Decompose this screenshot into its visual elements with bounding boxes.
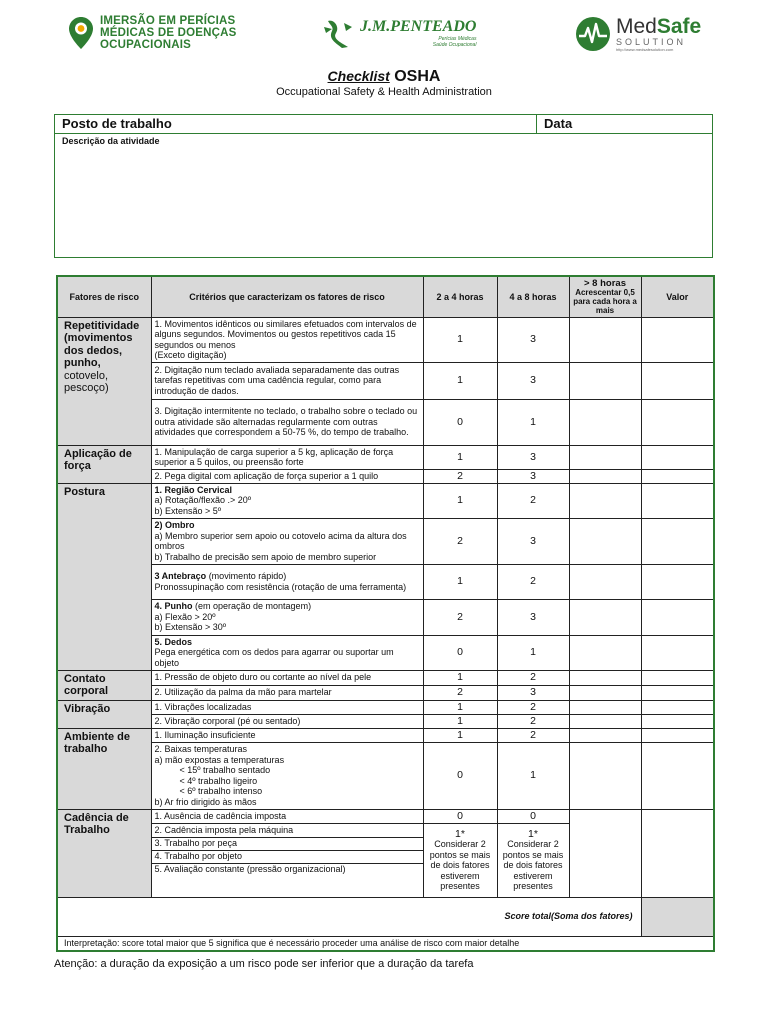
title-osha: OSHA <box>394 68 441 85</box>
criterion-text: 1. Pressão de objeto duro ou cortante ao nível da pele <box>151 670 423 685</box>
score-8h-cell[interactable] <box>569 742 641 809</box>
score-2a4[interactable]: 2 <box>423 469 497 483</box>
criterion-text: 2. Vibração corporal (pé ou sentado) <box>151 714 423 728</box>
score-2a4[interactable]: 0 <box>423 742 497 809</box>
score-4a8[interactable]: 2 <box>497 700 569 714</box>
factor-postura: Postura <box>57 483 151 670</box>
valor-cell[interactable] <box>641 742 714 809</box>
score-8h-cell[interactable] <box>569 445 641 469</box>
valor-cell[interactable] <box>641 728 714 742</box>
score-8h-cell[interactable] <box>569 599 641 635</box>
criterion-text: 2. Cadência imposta pela máquina <box>151 823 423 837</box>
table-header-row <box>57 276 714 317</box>
logo-right-url: http://www.medsafesolution.com <box>616 46 674 52</box>
score-8h-cell[interactable] <box>569 809 641 897</box>
score-2a4[interactable]: 1 <box>423 714 497 728</box>
logo-penteado <box>322 17 476 49</box>
score-2a4[interactable]: 1 <box>423 445 497 469</box>
header-fatores: Fatores de risco <box>57 276 151 317</box>
score-2a4[interactable]: 0 <box>423 635 497 670</box>
valor-cell[interactable] <box>641 518 714 564</box>
score-4a8[interactable]: 3 <box>497 599 569 635</box>
title-checklist: Checklist <box>327 68 390 84</box>
score-8h-cell[interactable] <box>569 518 641 564</box>
criterion-text: 1. Iluminação insuficiente <box>151 728 423 742</box>
score-2a4[interactable]: 0 <box>423 399 497 445</box>
table-row <box>57 399 714 445</box>
table-row <box>57 670 714 685</box>
score-8h-cell[interactable] <box>569 317 641 362</box>
criterion-text: 1. Manipulação de carga superior a 5 kg, aplicação de força superior a 5 quilos, ou preensão forte <box>151 445 423 469</box>
score-4a8[interactable]: 1* <box>528 827 538 840</box>
score-4a8[interactable]: 2 <box>497 714 569 728</box>
score-8h-cell[interactable] <box>569 700 641 714</box>
criterion-head: 4. Punho <box>154 601 193 612</box>
criterion-head-extra: (em operação de montagem) <box>192 601 312 612</box>
score-4a8[interactable]: 2 <box>497 483 569 518</box>
score-2a4[interactable]: 1 <box>423 670 497 685</box>
criterion-head: 1. Região Cervical <box>154 484 233 495</box>
valor-cell[interactable] <box>641 445 714 469</box>
table-row <box>57 445 714 469</box>
score-4a8[interactable]: 1 <box>497 635 569 670</box>
page-subtitle: Occupational Safety & Health Administration <box>276 86 492 98</box>
criterion-cell <box>151 483 423 518</box>
heartbeat-icon <box>574 15 612 53</box>
score-2a4[interactable]: 1* <box>455 827 465 840</box>
criterion-head: 3 Antebraço <box>154 571 207 581</box>
logo-medsafe <box>574 15 701 53</box>
criterion-text: 2. Digitação num teclado avaliada separadamente das outras tarefas repetitivas com uma cadência regular, como para introdução de dados. <box>151 362 423 399</box>
valor-cell[interactable] <box>641 700 714 714</box>
score-4a8[interactable]: 2 <box>497 564 569 599</box>
header-4a8: 4 a 8 horas <box>497 276 569 317</box>
criterion-text: 2. Utilização da palma da mão para martelar <box>151 685 423 700</box>
table-row <box>57 564 714 599</box>
header-8h-label: > 8 horas <box>584 277 626 289</box>
table-row <box>57 483 714 518</box>
factor-ambiente: Ambiente de trabalho <box>57 728 151 809</box>
score-8h-cell[interactable] <box>569 362 641 399</box>
score-4a8[interactable]: 3 <box>497 445 569 469</box>
score-8h-cell[interactable] <box>569 399 641 445</box>
interpretacao-text: Interpretação: score total maior que 5 significa que é necessário proceder uma análise de risco com maior detalhe <box>57 936 714 951</box>
criterion-text: a) Flexão > 20º b) Extensão > 30º <box>154 611 227 633</box>
score-2a4[interactable]: 0 <box>423 809 497 823</box>
factor-cadencia: Cadência de Trabalho <box>57 809 151 897</box>
table-row <box>57 635 714 670</box>
score-total-label: Score total(Soma dos fatores) <box>57 897 641 936</box>
logo-right-name: MedSafe <box>616 14 702 38</box>
score-2a4[interactable]: 1 <box>423 728 497 742</box>
factor-vibracao: Vibração <box>57 700 151 728</box>
table-row <box>57 518 714 564</box>
score-2a4[interactable]: 2 <box>423 599 497 635</box>
header-2a4: 2 a 4 horas <box>423 276 497 317</box>
valor-cell[interactable] <box>641 809 714 897</box>
logo-left-line1: IMERSÃO EM PERÍCIAS <box>100 15 236 27</box>
table-row <box>57 469 714 483</box>
factor-repet-a: Repetitividade (movimentos dos dedos, punho, <box>64 319 140 369</box>
score-2a4[interactable]: 1 <box>423 362 497 399</box>
table-row <box>57 317 714 362</box>
criterion-text: 2. Pega digital com aplicação de força superior a 1 quilo <box>151 469 423 483</box>
page-title <box>0 68 768 86</box>
criterion-head: 5. Dedos <box>154 636 193 647</box>
valor-cell[interactable] <box>641 599 714 635</box>
score-2a4[interactable]: 2 <box>423 518 497 564</box>
cadencia-note: Considerar 2 pontos se mais de dois fatores estiverem presentes <box>502 839 564 891</box>
table-row <box>57 685 714 700</box>
logo-imersao <box>68 15 237 51</box>
score-row <box>57 897 714 936</box>
score-8h-cell[interactable] <box>569 714 641 728</box>
valor-cell[interactable] <box>641 714 714 728</box>
table-row <box>57 700 714 714</box>
factor-aplicacao: Aplicação de força <box>57 445 151 483</box>
logo-left-line3: OCUPACIONAIS <box>100 39 191 51</box>
criterion-text: a) Rotação/flexão .> 20º b) Extensão > 5º <box>154 495 252 516</box>
descricao-label[interactable]: Descrição da atividade <box>62 136 160 146</box>
criterion-cell <box>151 518 423 564</box>
valor-cell[interactable] <box>641 564 714 599</box>
cadencia-4a8-cell <box>497 823 569 897</box>
score-4a8[interactable]: 1 <box>497 742 569 809</box>
score-8h-cell[interactable] <box>569 564 641 599</box>
checklist-table <box>56 275 715 952</box>
criterion-cell <box>151 635 423 670</box>
criterion-text: a) Membro superior sem apoio ou cotovelo acima da altura dos ombros b) Trabalho de precisão sem apoio de membro superior <box>154 530 407 562</box>
score-8h-cell[interactable] <box>569 728 641 742</box>
score-8h-cell[interactable] <box>569 670 641 685</box>
atencao-note: Atenção: a duração da exposição a um risco pode ser inferior que a duração da tarefa <box>54 958 474 970</box>
score-4a8[interactable]: 2 <box>497 728 569 742</box>
valor-cell[interactable] <box>641 317 714 362</box>
factor-repetitividade <box>57 317 151 445</box>
factor-repet-b: cotovelo, pescoço) <box>64 369 109 394</box>
logo-mid-sub2: Saúde Ocupacional <box>432 42 477 48</box>
logo-mid-sub1: Perícias Médicas <box>438 36 477 42</box>
valor-cell[interactable] <box>641 635 714 670</box>
criterion-text: 2. Baixas temperaturas a) mão expostas a temperaturas < 15º trabalho sentado < 4º trabalho ligeiro < 6º trabalho intenso b) Ar frio dirigido às mãos <box>151 742 423 809</box>
score-4a8[interactable]: 3 <box>497 362 569 399</box>
table-row <box>57 362 714 399</box>
score-8h-cell[interactable] <box>569 469 641 483</box>
posto-label[interactable]: Posto de trabalho <box>55 115 537 133</box>
valor-cell[interactable] <box>641 469 714 483</box>
table-row <box>57 742 714 809</box>
criterion-text: Pronossupinação com resistência (rotação de uma ferramenta) <box>154 581 407 592</box>
score-2a4[interactable]: 1 <box>423 483 497 518</box>
ribbon-icon <box>322 17 358 49</box>
logo-left-line2: MÉDICAS DE DOENÇAS <box>100 27 237 39</box>
header-8h <box>569 276 641 317</box>
criterion-text: 5. Avaliação constante (pressão organizacional) <box>151 863 423 897</box>
score-4a8[interactable]: 3 <box>497 317 569 362</box>
criterion-cell <box>151 564 423 599</box>
score-4a8[interactable]: 0 <box>497 809 569 823</box>
score-total-value[interactable] <box>641 897 714 936</box>
factor-contato: Contato corporal <box>57 670 151 700</box>
criterion-text: 1. Movimentos idênticos ou similares efetuados com intervalos de alguns segundos. Movimentos ou gestos repetitivos cada 15 segundos ou menos (Exceto digitação) <box>151 317 423 362</box>
score-4a8[interactable]: 3 <box>497 469 569 483</box>
header-valor: Valor <box>641 276 714 317</box>
logo-mid-name: J.M.PENTEADO <box>360 18 477 35</box>
criterion-text: Pega energética com os dedos para agarrar ou suportar um objeto <box>154 647 394 668</box>
work-info-box <box>54 114 713 258</box>
header-criterios: Critérios que caracterizam os fatores de risco <box>151 276 423 317</box>
valor-cell[interactable] <box>641 399 714 445</box>
valor-cell[interactable] <box>641 685 714 700</box>
valor-cell[interactable] <box>641 483 714 518</box>
criterion-cell <box>151 599 423 635</box>
table-row <box>57 599 714 635</box>
table-row <box>57 809 714 823</box>
criterion-text: 1. Ausência de cadência imposta <box>151 809 423 823</box>
interpretation-row <box>57 936 714 951</box>
score-4a8[interactable]: 3 <box>497 685 569 700</box>
criterion-text: 3. Trabalho por peça <box>151 837 423 850</box>
cadencia-note: Considerar 2 pontos se mais de dois fatores estiverem presentes <box>429 839 491 891</box>
score-2a4[interactable]: 1 <box>423 564 497 599</box>
criterion-text: 3. Digitação intermitente no teclado, o trabalho sobre o teclado ou outra atividade são alternadas regularmente com outras atividades que correspondem a 50-75 %, do tempo de trabalho. <box>151 399 423 445</box>
score-2a4[interactable]: 1 <box>423 317 497 362</box>
header-8h-note: Acrescentar 0,5 para cada hora a mais <box>573 287 637 315</box>
score-8h-cell[interactable] <box>569 483 641 518</box>
table-row <box>57 728 714 742</box>
criterion-head: 2) Ombro <box>154 520 195 530</box>
score-4a8[interactable]: 1 <box>497 399 569 445</box>
criterion-head-extra: (movimento rápido) <box>206 571 287 581</box>
logo-right-sub: SOLUTION <box>616 36 687 47</box>
score-8h-cell[interactable] <box>569 685 641 700</box>
table-row <box>57 714 714 728</box>
cadencia-2a4-cell <box>423 823 497 897</box>
valor-cell[interactable] <box>641 362 714 399</box>
valor-cell[interactable] <box>641 670 714 685</box>
criterion-text: 4. Trabalho por objeto <box>151 850 423 863</box>
score-2a4[interactable]: 2 <box>423 685 497 700</box>
score-4a8[interactable]: 3 <box>497 518 569 564</box>
map-pin-icon <box>68 16 94 50</box>
data-label[interactable]: Data <box>544 116 573 131</box>
criterion-text: 1. Vibrações localizadas <box>151 700 423 714</box>
score-2a4[interactable]: 1 <box>423 700 497 714</box>
score-4a8[interactable]: 2 <box>497 670 569 685</box>
score-8h-cell[interactable] <box>569 635 641 670</box>
